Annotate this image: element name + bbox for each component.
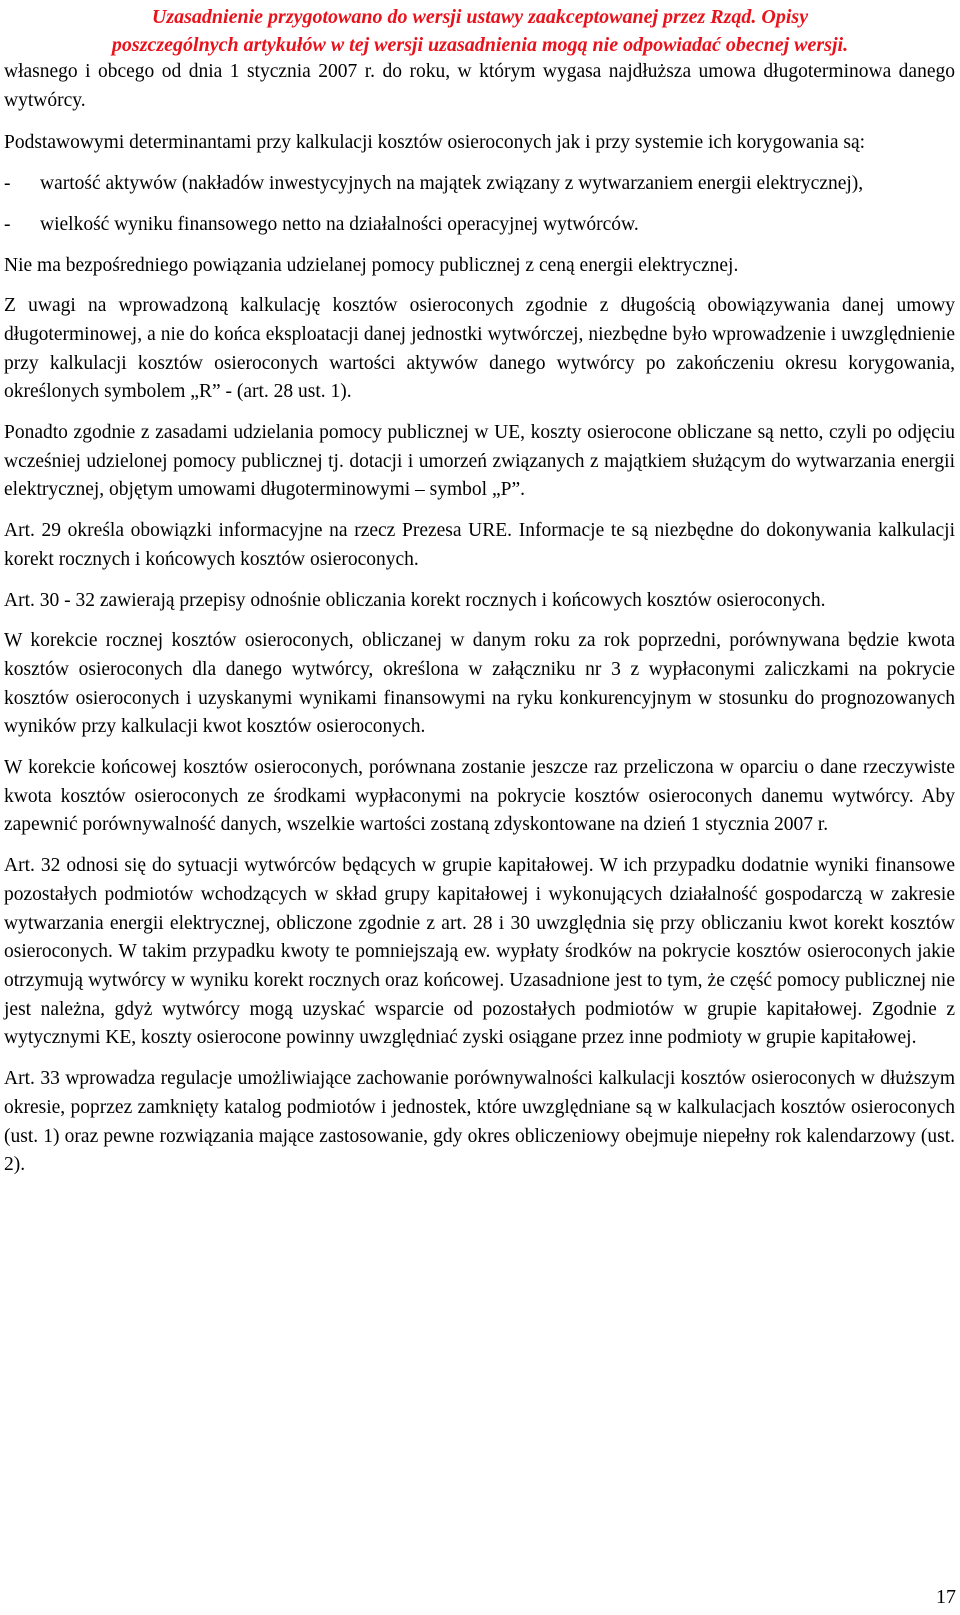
paragraph-art-30-32: Art. 30 - 32 zawierają przepisy odnośnie obliczania korekt rocznych i końcowych kosztów osieroconych. (4, 589, 826, 611)
draft-notice-header (0, 0, 960, 59)
paragraph-symbol-r: Z uwagi na wprowadzoną kalkulację kosztów osieroconych zgodnie z długością obowiązywania danej umowy długoterminowej, a nie do końca eksploatacji danej jednostki wytwórczej, niezbędne było wprowadzenie i uwzględnienie przy kalkulacji kosztów osieroconych wartości aktywów danego wytwórcy po zakończeniu okresu korygowania, określonych symbolem „R” - (art. 28 ust. 1). (4, 295, 955, 403)
paragraph-art-29: Art. 29 określa obowiązki informacyjne na rzecz Prezesa URE. Informacje te są niezbędne do dokonywania kalkulacji korekt rocznych i końcowych kosztów osieroconych. (4, 520, 955, 570)
paragraph-annual-correction: W korekcie rocznej kosztów osieroconych, obliczanej w danym roku za rok poprzedni, porównywana będzie kwota kosztów osieroconych dla danego wytwórcy, określona w załączniku nr 3 z wypłaconymi zaliczkami na pokrycie kosztów osieroconych i uzyskanymi wynikami finansowymi na ryku konkurencyjnym w stosunku do prognozowanych wyników przy kalkulacji kwot kosztów osieroconych. (4, 630, 955, 738)
paragraph-art-33: Art. 33 wprowadza regulacje umożliwiające zachowanie porównywalności kalkulacji kosztów osieroconych w dłuższym okresie, poprzez zamknięty katalog podmiotów i jednostek, które uwzględniane są w kalkulacjach kosztów osieroconych (ust. 1) oraz pewne rozwiązania mające zastosowanie, gdy okres obliczeniowy obejmuje niepełny rok kalendarzowy (ust. 2). (4, 1068, 955, 1176)
list-item (4, 170, 955, 199)
paragraph-determinants-intro: Podstawowymi determinantami przy kalkulacji kosztów osieroconych jak i przy systemie ich korygowania są: (4, 132, 866, 154)
draft-notice-line-2: poszczególnych artykułów w tej wersji uzasadnienia mogą nie odpowiadać obecnej wersji. (111, 34, 849, 56)
document-body (4, 58, 955, 1192)
list-item-text: wielkość wyniku finansowego netto na działalności operacyjnej wytwórców. (40, 213, 639, 235)
page-number: 17 (936, 1586, 956, 1608)
paragraph-continuation: własnego i obcego od dnia 1 stycznia 2007 r. do roku, w którym wygasa najdłuższa umowa długoterminowa danego wytwórcy. (4, 61, 955, 111)
paragraph-symbol-p: Ponadto zgodnie z zasadami udzielania pomocy publicznej w UE, koszty osierocone obliczane są netto, czyli po odjęciu wcześniej udzielonej pomocy publicznej tj. dotacji i umorzeń związanych z majątkiem służącym do wytwarzania energii elektrycznej, objętym umowami długoterminowymi – symbol „P”. (4, 422, 955, 501)
list-dash: - (4, 213, 11, 235)
paragraph-art-32: Art. 32 odnosi się do sytuacji wytwórców będących w grupie kapitałowej. W ich przypadku dodatnie wyniki finansowe pozostałych podmiotów wchodzących w skład grupy kapitałowej i wykonujących działalność gospodarczą w zakresie wytwarzania energii elektrycznej, obliczone zgodnie z art. 28 i 30 uwzględnia się przy obliczaniu kwot korekt kosztów osieroconych. W takim przypadku kwoty te pomniejszają ew. wypłaty środków na pokrycie kosztów osieroconych jakie otrzymują wytwórcy w wyniku korekt rocznych oraz końcowej. Uzasadnione jest to tym, że część pomocy publicznej nie jest należna, gdyż wytwórcy mogą uzyskać wsparcie od pozostałych podmiotów w grupie kapitałowej. Zgodnie z wytycznymi KE, koszty osierocone powinny uwzględniać zyski osiągane przez inne podmioty w grupie kapitałowej. (4, 855, 955, 1049)
list-dash: - (4, 173, 11, 195)
draft-notice-line-1: Uzasadnienie przygotowano do wersji ustawy zaakceptowanej przez Rząd. Opisy (151, 6, 809, 28)
list-item-text: wartość aktywów (nakładów inwestycyjnych na majątek związany z wytwarzaniem energii elektrycznej), (40, 173, 864, 195)
list-item (4, 211, 955, 240)
paragraph-no-link: Nie ma bezpośredniego powiązania udzielanej pomocy publicznej z ceną energii elektrycznej. (4, 254, 739, 276)
paragraph-final-correction: W korekcie końcowej kosztów osieroconych, porównana zostanie jeszcze raz przeliczona w oparciu o dane rzeczywiste kwota kosztów osieroconych ze środkami wypłaconymi na pokrycie kosztów osieroconych danemu wytwórcy. Aby zapewnić porównywalność danych, wszelkie wartości zostaną zdyskontowane na dzień 1 stycznia 2007 r. (4, 757, 955, 836)
